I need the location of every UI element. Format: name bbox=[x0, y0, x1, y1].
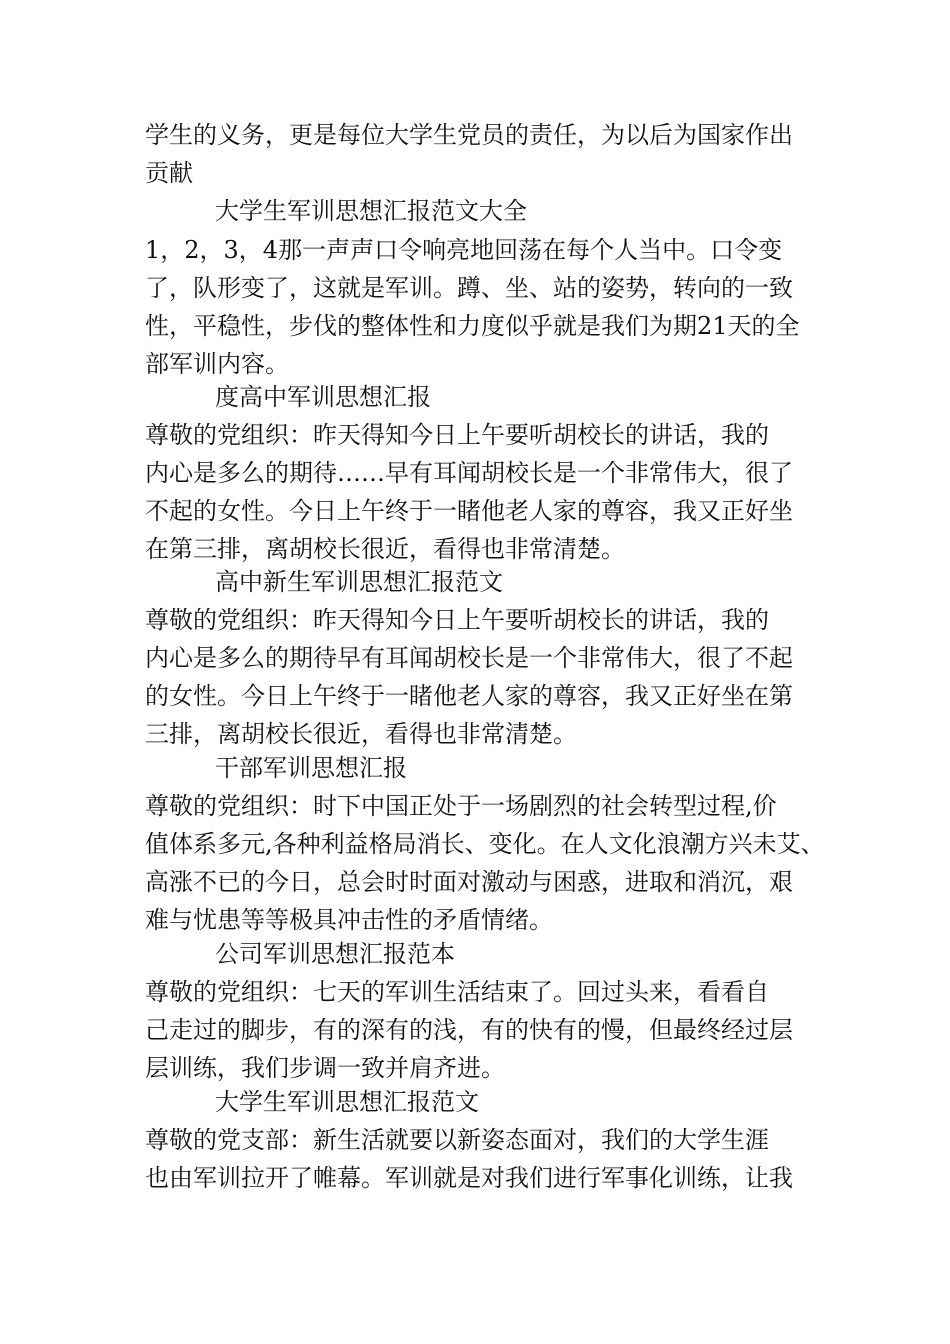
body-text-line: 部军训内容。 bbox=[145, 350, 289, 378]
section-heading: 大学生军训思想汇报范文大全 bbox=[215, 197, 527, 225]
body-text-line: 尊敬的党支部：新生活就要以新姿态面对，我们的大学生涯 bbox=[145, 1126, 769, 1154]
body-text-line: 不起的女性。今日上午终于一睹他老人家的尊容，我又正好坐 bbox=[145, 497, 793, 525]
body-text-line: 也由军训拉开了帷幕。军训就是对我们进行军事化训练，让我 bbox=[145, 1164, 793, 1192]
body-text-line: 尊敬的党组织：昨天得知今日上午要听胡校长的讲话，我的 bbox=[145, 421, 769, 449]
body-text-line: 层训练，我们步调一致并肩齐进。 bbox=[145, 1054, 505, 1082]
section-heading: 高中新生军训思想汇报范文 bbox=[215, 568, 503, 596]
body-text-line: 尊敬的党组织：七天的军训生活结束了。回过头来，看看自 bbox=[145, 978, 769, 1006]
body-text-line: 在第三排，离胡校长很近，看得也非常清楚。 bbox=[145, 535, 625, 563]
body-text-line: 难与忧患等等极具冲击性的矛盾情绪。 bbox=[145, 906, 553, 934]
body-text-line: 的女性。今日上午终于一睹他老人家的尊容，我又正好坐在第 bbox=[145, 682, 793, 710]
body-text-line: 学生的义务，更是每位大学生党员的责任，为以后为国家作出 bbox=[145, 121, 793, 149]
section-heading: 大学生军训思想汇报范文 bbox=[215, 1088, 479, 1116]
section-heading: 度高中军训思想汇报 bbox=[215, 383, 431, 411]
body-text-line: 己走过的脚步，有的深有的浅，有的快有的慢，但最终经过层 bbox=[145, 1016, 793, 1044]
body-text-line: 值体系多元,各种利益格局消长、变化。在人文化浪潮方兴未艾、 bbox=[145, 830, 825, 858]
body-text-line: 1，2，3，4那一声声口令响亮地回荡在每个人当中。口令变 bbox=[145, 236, 783, 264]
section-heading: 干部军训思想汇报 bbox=[215, 754, 407, 782]
body-text-line: 了，队形变了，这就是军训。蹲、坐、站的姿势，转向的一致 bbox=[145, 274, 793, 302]
body-text-line: 尊敬的党组织：昨天得知今日上午要听胡校长的讲话，我的 bbox=[145, 606, 769, 634]
body-text-line: 高涨不已的今日，总会时时面对激动与困惑，进取和消沉，艰 bbox=[145, 868, 793, 896]
body-text-line: 三排，离胡校长很近，看得也非常清楚。 bbox=[145, 720, 577, 748]
body-text-line: 内心是多么的期待……早有耳闻胡校长是一个非常伟大，很了 bbox=[145, 459, 793, 487]
body-text-line: 贡献 bbox=[145, 159, 193, 187]
body-text-line: 性，平稳性，步伐的整体性和力度似乎就是我们为期21天的全 bbox=[145, 312, 800, 340]
section-heading: 公司军训思想汇报范本 bbox=[215, 940, 455, 968]
body-text-line: 尊敬的党组织：时下中国正处于一场剧烈的社会转型过程,价 bbox=[145, 792, 777, 820]
body-text-line: 内心是多么的期待早有耳闻胡校长是一个非常伟大，很了不起 bbox=[145, 644, 793, 672]
